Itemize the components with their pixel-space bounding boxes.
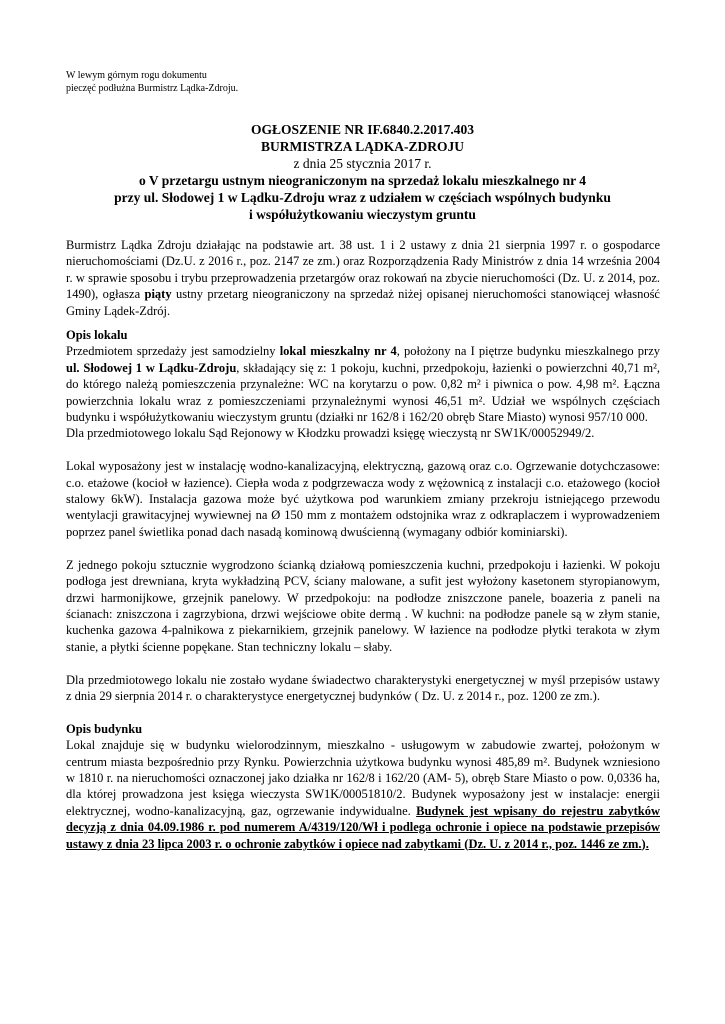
heritage-notice: Budynek jest wpisany do rejestru zabytków decyzją z dnia 04.09.1986 r. pod numerem A/4319/120/Wł i podlega ochronie i opiece na podstawie przepisów ustawy z dnia 23 lipca 2003 r. o ochronie zabytków i opiece nad zabytkami (Dz. U. z 2014 r., poz. 1446 ze zm.). [66,803,660,851]
text: Przedmiotem sprzedaży jest samodzielny [66,344,280,359]
section-heading-budynek: Opis budynku [66,721,143,736]
announcement-number: OGŁOSZENIE NR IF.6840.2.2017.403 [250,122,475,137]
lokal-paragraph [66,343,660,425]
bold-text: lokal mieszkalny nr 4 [279,344,397,359]
announcement-date: z dnia 25 stycznia 2017 r. [293,156,432,171]
energy-paragraph: Dla przedmiotowego lokalu nie zostało wydane świadectwo charakterystyki energetycznej w myśl przepisów ustawy z dnia 29 sierpnia 2014 r. o charakterystyce energetycznej budynków ( Dz. U. z 2014 r., poz. 1200 ze zm.). [66,672,660,703]
bold-text: ul. Słodowej 1 w Lądku-Zdroju [66,360,237,375]
intro-text: Burmistrz Lądka Zdroju działając na podstawie art. 38 ust. 1 i 2 ustawy z dnia 21 sierpnia 1997 r. o gospodarce nieruchomościami (Dz.U. z 2016 r., poz. 2147 ze zm.) oraz Rozporządzenia Rady Ministrów z dnia 14 września 2004 r. w sprawie sposobu i trybu przeprowadzenia przetargów oraz rokowań na zbycie nieruchomości (Dz. U. z 2014, poz. 1490), ogłasza [66,238,660,302]
announcement-subject: o V przetargu ustnym nieograniczonym na sprzedaż lokalu mieszkalnego nr 4 [138,173,586,188]
installations-paragraph: Lokal wyposażony jest w instalację wodno-kanalizacyjną, elektryczną, gazową oraz c.o. Ogrzewanie dotychczasowe: c.o. etażowe (kocioł w łazience). Ciepła woda z podgrzewacza wody z wężownicą z instalacji c.o. etażowego (kocioł stalowy 6kW). Instalacja gazowa może być użytkowa pod warunkiem zmiany przekroju istniejącego przewodu wentylacji grawitacyjnej wywiewnej na Ø 150 mm z montażem odstojnika wraz z odkraplaczem i wyprowadzeniem poprzez panel świetlika ponad dach nasadą kominową dwuścienną (wymagany odbiór kominiarski). [66,459,660,539]
section-heading-lokal: Opis lokalu [66,328,128,343]
land-register-paragraph: Dla przedmiotowego lokalu Sąd Rejonowy w Kłodzku prowadzi księgę wieczystą nr SW1K/00052949/2. [66,426,595,441]
announcement-subject: przy ul. Słodowej 1 w Lądku-Zdroju wraz z udziałem w częściach wspólnych budynku [114,190,611,205]
issuer: BURMISTRZA LĄDKA-ZDROJU [261,139,464,154]
intro-bold: piąty [144,287,172,302]
intro-text: ustny przetarg nieograniczony na sprzedaż niżej opisanej nieruchomości stanowiącej własność Gminy Lądek-Zdrój. [66,287,660,318]
rooms-paragraph: Z jednego pokoju sztucznie wygrodzono ścianką działową pomieszczenia kuchni, przedpokoju i łazienki. W pokoju podłoga jest drewniana, kryta wykładziną PCV, ściany malowane, a sufit jest wyłożony kasetonem styropianowym, drzwi harmonijkowe, grzejnik panelowy. W przedpokoju: na podłodze zniszczone panele, boazeria z paneli na ścianach: zniszczona i zagrzybiona, drzwi wejściowe obite dermą . W kuchni: na podłodze panele są w złym stanie, kuchenka gazowa 4-palnikowa z piekarnikiem, grzejnik panelowy. W łazience na podłodze płytki terakota w złym stanie, a płytki ścienne popękane. Stan techniczny lokalu – słaby. [66,557,660,654]
announcement-subject: i współużytkowaniu wieczystym gruntu [249,207,476,222]
text: , położony na I piętrze budynku mieszkalnego przy [396,344,661,359]
stamp-note-line: W lewym górnym rogu dokumentu [66,70,207,81]
announcement-title [60,121,665,223]
document-body [66,237,660,852]
building-paragraph [66,737,660,852]
stamp-note [66,69,238,95]
stamp-note-line: pieczęć podłużna Burmistrz Lądka-Zdroju. [66,83,239,94]
intro-paragraph [66,237,660,319]
text: , składający się z: 1 pokoju, kuchni, przedpokoju, łazienki o powierzchni 40,71 m², do którego należą pomieszczenia przynależne: WC na korytarzu o pow. 0,82 m² i piwnica o pow. 4,98 m². Łączna powierzchnia lokalu wraz z pomieszczeniami przynależnymi wynosi 46,51 m². Udział we wspólnych częściach budynku i współużytkowaniu wieczystym gruntu (działki nr 162/8 i 162/20 obręb Stare Miasto) wynosi 957/10 000. [66,360,660,425]
text: Lokal znajduje się w budynku wielorodzinnym, mieszkalno - usługowym w zabudowie zwartej, położonym w centrum miasta bezpośrednio przy Rynku. Powierzchnia użytkowa budynku wynosi 485,89 m². Budynek wzniesiono w 1810 r. na nieruchomości oznaczonej jako działka nr 162/8 i 162/20 (AM- 5), obręb Stare Miasto o pow. 0,0336 ha, dla której prowadzona jest księga wieczysta SW1K/00051810/2. Budynek wyposażony jest w instalacje: energii elektrycznej, wodno-kanalizacyjną, gaz, ogrzewanie indywidualne. [66,738,660,818]
